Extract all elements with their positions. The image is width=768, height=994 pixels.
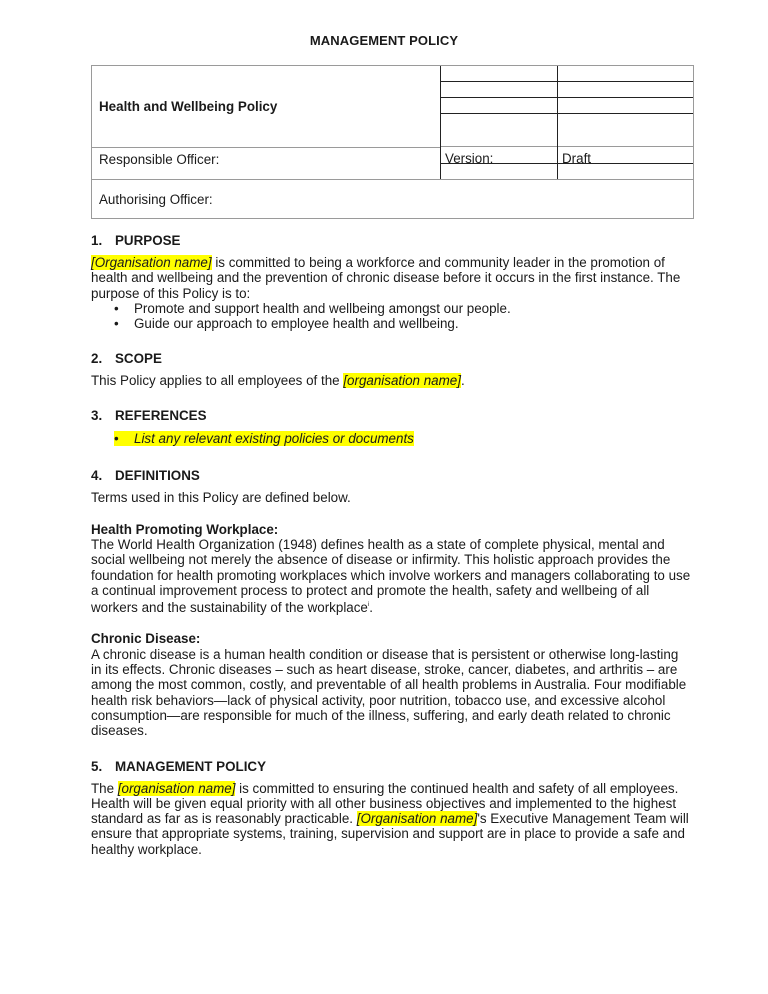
purpose-paragraph xyxy=(91,255,691,301)
section-number: 4. xyxy=(91,468,103,484)
scope-paragraph xyxy=(91,373,691,388)
section-title: PURPOSE xyxy=(115,233,181,248)
list-item xyxy=(114,431,414,446)
version-value: Draft xyxy=(562,151,592,166)
meta-col-values xyxy=(557,66,693,179)
meta-table-top xyxy=(92,66,693,179)
section-number: 1. xyxy=(91,233,103,248)
paragraph-text: This Policy applies to all employees of the xyxy=(91,373,344,389)
section-title: SCOPE xyxy=(115,351,162,367)
list-item xyxy=(91,301,691,317)
footnote-marker[interactable]: i xyxy=(367,602,370,609)
meta-cell-empty xyxy=(441,114,557,147)
definition-text xyxy=(91,537,691,615)
section-management-policy xyxy=(91,759,691,857)
policy-title: Health and Wellbeing Policy xyxy=(99,99,278,114)
bullet-icon: • xyxy=(114,300,119,316)
placeholder-organisation-name: [Organisation name] xyxy=(356,811,478,827)
list-item xyxy=(91,316,691,332)
section-heading xyxy=(91,468,691,483)
definition-chronic-disease xyxy=(91,631,691,738)
section-references xyxy=(91,408,691,446)
placeholder-organisation-name: [organisation name] xyxy=(117,780,236,796)
version-label: Version: xyxy=(445,151,494,166)
section-purpose xyxy=(91,233,691,332)
meta-cell-empty xyxy=(441,66,557,82)
section-scope xyxy=(91,351,691,388)
list-item-text: Promote and support health and wellbeing amongst our people. xyxy=(134,300,511,316)
definition-term: Health Promoting Workplace: xyxy=(91,521,279,537)
definition-text: A chronic disease is a human health condition or disease that is persistent or otherwise long-lasting in its effects. Chronic diseases – such as heart disease, stroke, cancer, diabetes, and arthritis – are among the most common, costly, and preventable of all health problems in Australia. Four modifiable health risk behaviors—lack of physical activity, poor nutrition, tobacco use, and excessive alcohol consumption—are responsible for much of the illness, suffering, and early death related to chronic diseases. xyxy=(91,646,687,739)
authorising-officer-label: Authorising Officer: xyxy=(99,191,213,207)
meta-col-labels xyxy=(440,66,557,179)
list-item-text: Guide our approach to employee health and wellbeing. xyxy=(134,316,459,332)
paragraph-text: . xyxy=(460,373,465,389)
responsible-officer-label: Responsible Officer: xyxy=(99,152,220,167)
bullet-icon: • xyxy=(114,431,119,447)
section-heading xyxy=(91,351,691,366)
section-title: REFERENCES xyxy=(115,408,207,424)
meta-cell-empty xyxy=(441,164,557,179)
definitions-intro: Terms used in this Policy are defined below. xyxy=(91,490,351,506)
section-definitions xyxy=(91,468,691,738)
meta-cell-empty xyxy=(558,82,693,98)
paragraph-text: is committed to being a workforce and community leader in the promotion of health and wellbeing and the prevention of chronic disease before it occurs in the first instance. The purpose of this Policy is to: xyxy=(91,255,681,301)
placeholder-organisation-name: [Organisation name] xyxy=(91,255,212,270)
definition-term: Chronic Disease: xyxy=(91,631,201,647)
references-list xyxy=(91,431,691,446)
section-title: DEFINITIONS xyxy=(115,468,200,484)
paragraph-text: 's Executive Management Team will ensure that appropriate systems, training, supervision and support are in place to provide a safe and healthy workplace. xyxy=(91,811,689,857)
meta-cell-empty xyxy=(441,82,557,98)
version-value-cell xyxy=(558,147,693,164)
page-header: MANAGEMENT POLICY xyxy=(309,33,459,48)
section-heading xyxy=(91,233,691,248)
section-number: 3. xyxy=(91,408,103,424)
purpose-list xyxy=(91,301,691,332)
section-number: 5. xyxy=(91,758,103,774)
placeholder-organisation-name: [organisation name] xyxy=(343,373,461,389)
policy-meta-table xyxy=(91,65,694,219)
meta-cell-empty xyxy=(558,114,693,147)
section-title: MANAGEMENT POLICY xyxy=(115,758,267,774)
paragraph-text: is committed to ensuring the continued health and safety of all employees. Health will be given equal priority with all other business objectives and implemented to the highest standard as far as is reasonably practicable. xyxy=(91,780,679,827)
meta-cell-empty xyxy=(558,66,693,82)
authorising-officer-cell xyxy=(92,179,693,218)
bullet-icon: • xyxy=(114,316,119,332)
responsible-officer-cell xyxy=(92,147,440,179)
paragraph-text: The World Health Organization (1948) defines health as a state of complete physical, mental and social wellbeing not merely the absence of disease or infirmity. This holistic approach provides the foundation for health promoting workplaces which involve workers and managers collaborating to use a continual improvement process to protect and promote the health, safety and wellbeing of all workers and the sustainability of the workplace xyxy=(91,536,691,616)
management-policy-paragraph xyxy=(91,781,691,857)
version-label-cell xyxy=(441,147,557,164)
meta-cell-empty xyxy=(558,164,693,179)
meta-cell-empty xyxy=(558,98,693,114)
paragraph-text: The xyxy=(91,780,118,796)
section-number: 2. xyxy=(91,351,103,367)
section-heading xyxy=(91,759,691,774)
policy-body xyxy=(91,233,691,857)
paragraph-text: . xyxy=(369,600,373,616)
placeholder-references: List any relevant existing policies or documents xyxy=(134,431,414,447)
definition-health-promoting-workplace xyxy=(91,522,691,616)
section-heading xyxy=(91,408,691,423)
meta-cell-empty xyxy=(441,98,557,114)
